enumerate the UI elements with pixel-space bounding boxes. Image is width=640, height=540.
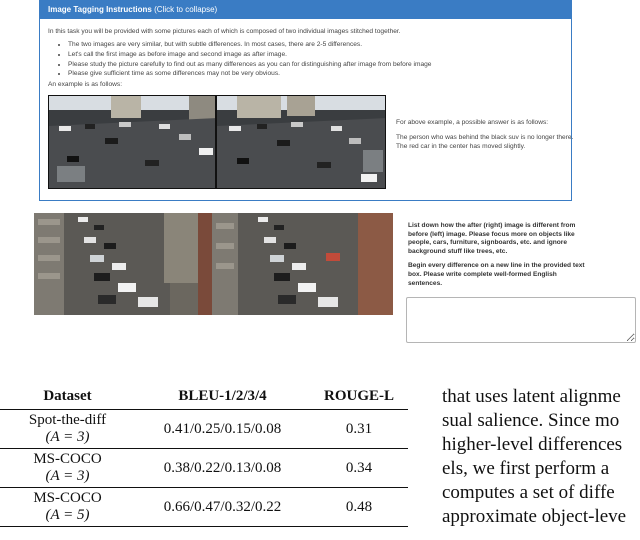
instructions-header[interactable] (40, 1, 571, 19)
body-text-line: higher-level differences (442, 434, 623, 455)
column-header-rouge: ROUGE-L (310, 382, 408, 410)
task-instructions (408, 222, 588, 294)
example-answer-line: The person who was behind the black suv is no longer there. (396, 134, 574, 141)
instructions-panel (39, 0, 572, 201)
dataset-setting: (A = 5) (45, 507, 90, 523)
example-answer (396, 133, 573, 151)
dataset-name: MS-COCO (33, 490, 102, 506)
bleu-cell: 0.66/0.47/0.32/0.22 (135, 488, 310, 527)
dataset-cell (0, 449, 135, 488)
dataset-cell (0, 488, 135, 527)
body-text-line: that uses latent alignme (442, 386, 621, 407)
column-header-dataset: Dataset (0, 382, 135, 410)
example-answer-line: The red car in the center has moved slightly. (396, 143, 526, 150)
body-text-line: approximate object-leve (442, 506, 627, 527)
instruction-bullet: • Please study the picture carefully to find out as many differences as you can for distinguishing after image from before image (68, 60, 431, 70)
dataset-setting: (A = 3) (45, 429, 90, 445)
example-before-image (48, 95, 216, 189)
instruction-bullet: • The two images are very similar, but with subtle differences. In most cases, there are 2-5 differences. (68, 40, 431, 50)
answer-intro: For above example, a possible answer is as follows: (396, 119, 549, 126)
results-table (0, 382, 408, 527)
dataset-name: Spot-the-diff (28, 412, 107, 428)
table-row (0, 410, 408, 449)
collapse-hint[interactable]: (Click to collapse) (154, 5, 218, 14)
task-guidance: Begin every difference on a new line in the provided text box. Please write complete well-formed English sentences. (408, 262, 585, 287)
table-row (0, 449, 408, 488)
dataset-name: MS-COCO (33, 451, 102, 467)
bleu-cell: 0.38/0.22/0.13/0.08 (135, 449, 310, 488)
table-row (0, 488, 408, 527)
task-after-image (198, 213, 393, 315)
column-header-bleu: BLEU-1/2/3/4 (135, 382, 310, 410)
differences-textbox[interactable] (406, 297, 636, 343)
instructions-list (58, 40, 431, 79)
task-before-image (34, 213, 198, 315)
body-text-line: els, we first perform a (442, 458, 610, 479)
rouge-cell: 0.34 (310, 449, 408, 488)
rouge-cell: 0.31 (310, 410, 408, 449)
example-after-image (216, 95, 386, 189)
table-header-row (0, 382, 408, 410)
instructions-title: Image Tagging Instructions (48, 5, 152, 14)
dataset-cell (0, 410, 135, 449)
dataset-setting: (A = 3) (45, 468, 90, 484)
instruction-bullet: • Let's call the first image as before image and second image as after image. (68, 50, 431, 60)
bleu-cell: 0.41/0.25/0.15/0.08 (135, 410, 310, 449)
task-prompt: List down how the after (right) image is different from before (left) image. Please focus more on objects like people, cars, furniture, signboards, etc. and ignore background stuff like trees, etc. (408, 222, 576, 255)
example-label: An example is as follows: (48, 81, 123, 88)
body-text-line: sual salience. Since mo (442, 410, 620, 431)
rouge-cell: 0.48 (310, 488, 408, 527)
body-text-line: computes a set of diffe (442, 482, 615, 503)
instruction-bullet: • Please give sufficient time as some differences may not be very obvious. (68, 69, 431, 79)
body-text-column (442, 385, 626, 529)
instructions-intro: In this task you will be provided with some pictures each of which is composed of two individual images stitched together. (48, 28, 401, 35)
